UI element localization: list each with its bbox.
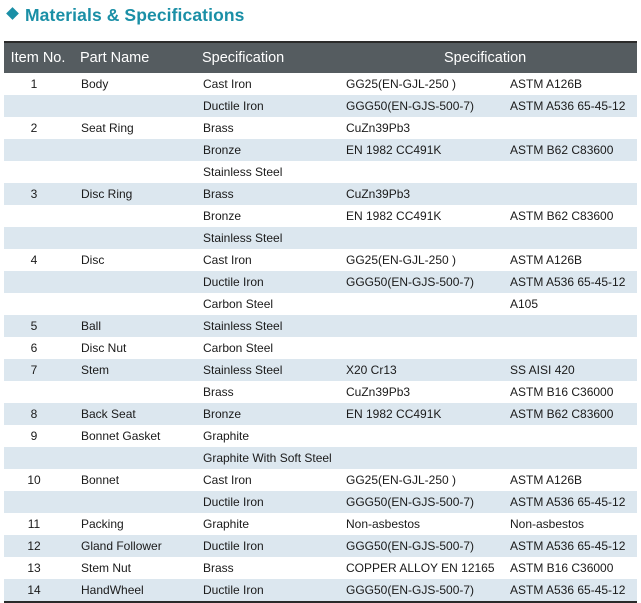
page-header [6,4,244,26]
cell-material: Carbon Steel [203,297,274,311]
page-title: Materials & Specifications [25,4,245,25]
diamond-bullet-icon [6,7,19,20]
cell-material: Cast Iron [203,473,252,487]
cell-material: Graphite [203,517,250,531]
header-specification-detail: Specification [444,50,527,66]
cell-standard: CuZn39Pb3 [346,187,411,201]
cell-standard: X20 Cr13 [346,363,397,377]
cell-item-no: 6 [30,341,38,355]
cell-material: Carbon Steel [203,341,274,355]
cell-material: Cast Iron [203,77,252,91]
header-part-name: Part Name [80,50,150,66]
cell-material: Bronze [203,407,242,421]
cell-astm-standard: ASTM A536 65-45-12 [510,99,626,113]
cell-material: Graphite With Soft Steel [203,451,332,465]
cell-astm-standard: Non-asbestos [510,517,585,531]
cell-material: Stainless Steel [203,319,283,333]
table-row [4,513,637,535]
table-row [4,579,637,601]
cell-astm-standard: ASTM B62 C83600 [510,209,614,223]
cell-astm-standard: A105 [510,297,539,311]
cell-standard: EN 1982 CC491K [346,407,442,421]
cell-astm-standard: ASTM A126B [510,253,583,267]
cell-material: Brass [203,561,234,575]
cell-material: Bronze [203,209,242,223]
table-row [4,95,637,117]
table-row [4,183,637,205]
cell-item-no: 11 [27,517,41,531]
cell-astm-standard: ASTM A536 65-45-12 [510,539,626,553]
cell-standard: CuZn39Pb3 [346,121,411,135]
cell-item-no: 14 [27,583,41,597]
cell-item-no: 3 [30,187,38,201]
cell-standard: GGG50(EN-GJS-500-7) [346,275,475,289]
cell-material: Ductile Iron [203,583,264,597]
table-row [4,161,637,183]
cell-standard: GGG50(EN-GJS-500-7) [346,539,475,553]
cell-material: Graphite [203,429,250,443]
cell-astm-standard: ASTM B62 C83600 [510,143,614,157]
cell-part-name: Stem [81,363,110,377]
cell-part-name: Seat Ring [81,121,134,135]
cell-material: Ductile Iron [203,275,264,289]
header-specification: Specification [202,50,285,66]
cell-astm-standard: ASTM A126B [510,77,583,91]
cell-material: Ductile Iron [203,539,264,553]
cell-standard: EN 1982 CC491K [346,143,442,157]
cell-astm-standard: ASTM A536 65-45-12 [510,583,626,597]
table-row [4,293,637,315]
cell-standard: GGG50(EN-GJS-500-7) [346,583,475,597]
cell-item-no: 4 [30,253,38,267]
table-row [4,359,637,381]
cell-material: Cast Iron [203,253,252,267]
cell-material: Ductile Iron [203,495,264,509]
table-row [4,337,637,359]
cell-item-no: 5 [30,319,38,333]
cell-part-name: Bonnet [81,473,120,487]
cell-standard: Non-asbestos [346,517,421,531]
cell-item-no: 2 [30,121,38,135]
table-row [4,381,637,403]
cell-standard: COPPER ALLOY EN 12165 [346,561,495,575]
cell-standard: EN 1982 CC491K [346,209,442,223]
cell-part-name: Back Seat [81,407,136,421]
cell-part-name: Gland Follower [81,539,162,553]
cell-astm-standard: SS AISI 420 [510,363,575,377]
table-row [4,557,637,579]
cell-standard: GGG50(EN-GJS-500-7) [346,99,475,113]
table-row [4,447,637,469]
cell-material: Brass [203,187,234,201]
cell-part-name: HandWheel [81,583,144,597]
cell-item-no: 1 [30,77,38,91]
cell-material: Brass [203,121,234,135]
cell-material: Stainless Steel [203,231,283,245]
cell-standard: CuZn39Pb3 [346,385,411,399]
cell-material: Brass [203,385,234,399]
cell-material: Stainless Steel [203,363,283,377]
cell-part-name: Bonnet Gasket [81,429,161,443]
table-row [4,315,637,337]
cell-astm-standard: ASTM A126B [510,473,583,487]
materials-table [4,41,637,603]
table-row [4,535,637,557]
cell-item-no: 8 [30,407,38,421]
cell-standard: GG25(EN-GJL-250 ) [346,253,457,267]
table-header [4,43,637,73]
cell-part-name: Disc Nut [81,341,127,355]
cell-part-name: Disc Ring [81,187,133,201]
cell-astm-standard: ASTM B16 C36000 [510,561,614,575]
table-row [4,249,637,271]
cell-part-name: Stem Nut [81,561,132,575]
cell-standard: GG25(EN-GJL-250 ) [346,473,457,487]
cell-standard: GGG50(EN-GJS-500-7) [346,495,475,509]
cell-item-no: 9 [30,429,38,443]
table-row [4,469,637,491]
cell-astm-standard: ASTM A536 65-45-12 [510,275,626,289]
cell-item-no: 10 [27,473,41,487]
cell-astm-standard: ASTM B62 C83600 [510,407,614,421]
cell-item-no: 12 [27,539,41,553]
cell-astm-standard: ASTM B16 C36000 [510,385,614,399]
table-row [4,117,637,139]
table-row [4,403,637,425]
table-row [4,205,637,227]
cell-astm-standard: ASTM A536 65-45-12 [510,495,626,509]
cell-part-name: Packing [81,517,124,531]
cell-material: Stainless Steel [203,165,283,179]
header-item-no: Item No. [10,50,66,66]
table-row [4,425,637,447]
cell-material: Bronze [203,143,242,157]
table-body [4,73,637,601]
table-row [4,227,637,249]
table-row [4,271,637,293]
cell-standard: GG25(EN-GJL-250 ) [346,77,457,91]
cell-item-no: 7 [30,363,38,377]
cell-material: Ductile Iron [203,99,264,113]
cell-item-no: 13 [27,561,41,575]
cell-part-name: Body [81,77,109,91]
table-row [4,139,637,161]
table-row [4,73,637,95]
cell-part-name: Ball [81,319,102,333]
table-row [4,491,637,513]
cell-part-name: Disc [81,253,105,267]
